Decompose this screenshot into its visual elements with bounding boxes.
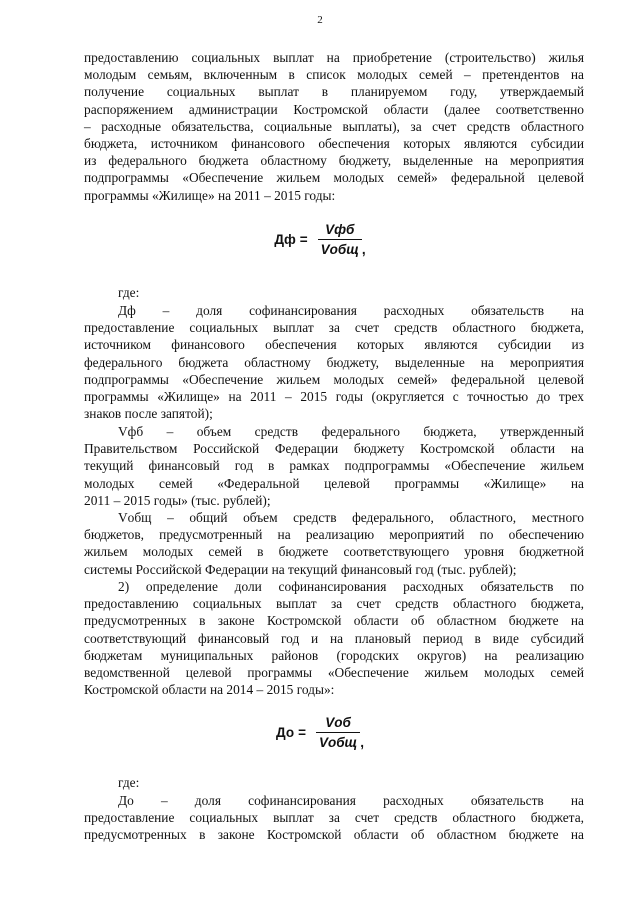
text-line: предоставлению социальных выплат на приобретение (строительство) жилья — [84, 50, 584, 65]
text-line: текущий финансовый год в рамках подпрограммы «Обеспечение жильем — [84, 458, 584, 474]
text-line: Дф – доля софинансирования расходных обязательств на — [118, 303, 584, 318]
formula-df — [0, 222, 640, 257]
text-line: подпрограммы «Обеспечение жильем молодых семей» федеральной целевой — [84, 170, 584, 186]
text-line: молодым семьям, включенным в список молодых семей – претендентов на — [84, 67, 584, 83]
text-line: бюджетам муниципальных районов (городских округов) на реализацию — [84, 647, 584, 663]
text-line: предоставлению социальных выплат за счет средств областного бюджета, — [84, 596, 584, 612]
text-line: системы Российской Федерации на текущий финансовый год (тыс. рублей); — [84, 561, 517, 577]
text-line: 2) определение доли софинансирования расходных обязательств по — [118, 579, 584, 594]
definition-vfb — [84, 423, 584, 509]
definition-vobsh — [84, 509, 584, 578]
intro-paragraph — [84, 49, 584, 204]
text-line: ведомственной целевой программы «Обеспечение жильем молодых семей — [84, 665, 584, 681]
formula-numerator: Vфб — [325, 222, 355, 237]
formula-comma: , — [360, 735, 364, 750]
text-line: Правительством Российской Федерации бюджету Костромской области на — [84, 441, 584, 457]
text-line: До – доля софинансирования расходных обязательств на — [118, 793, 584, 808]
text-line: Vобщ – общий объем средств федерального, областного, местного — [118, 510, 584, 525]
text-line: 2011 – 2015 годы» (тыс. рублей); — [84, 492, 271, 508]
formula-numerator: Vоб — [325, 715, 351, 730]
formula-lhs: До — [276, 725, 295, 740]
formula-denominator: Vобщ — [316, 732, 360, 750]
page-number: 2 — [317, 14, 323, 26]
formula-denominator: Vобщ — [318, 239, 362, 257]
text-line: программы «Жилище» на 2011 – 2015 годы (округляется с точностью до трех — [84, 389, 584, 405]
text-line: подпрограммы «Обеспечение жильем молодых семей» федеральной целевой — [84, 371, 584, 387]
text-line: получение социальных выплат в планируемом году, утверждаемый — [84, 84, 584, 100]
formula-equals: = — [299, 232, 308, 247]
where-label-1: где: — [118, 285, 140, 300]
text-line: предусмотренных в законе Костромской области об областном бюджете на — [84, 827, 584, 843]
text-line: бюджетов, предусмотренный на реализацию мероприятий по обеспечению — [84, 527, 584, 543]
text-line: соответствующий финансовый год и на плановый период в виде субсидий — [84, 630, 584, 646]
formula-do — [0, 715, 640, 750]
formula-fraction — [316, 715, 360, 750]
definition-do — [84, 792, 584, 844]
formula-comma: , — [361, 242, 366, 257]
formula-fraction — [318, 222, 362, 257]
item-2-paragraph — [84, 578, 584, 698]
text-line: предоставление социальных выплат за счет средств областного бюджета, — [84, 810, 584, 826]
text-line: федерального бюджета областному бюджету, выделенные на мероприятия — [84, 354, 584, 370]
text-line: – расходные обязательства, социальные выплаты), за счет средств областного — [84, 118, 584, 134]
text-line: Vфб – объем средств федерального бюджета, утвержденный — [118, 424, 584, 439]
text-line: жильем молодых семей в бюджете соответствующего уровня бюджетной — [84, 544, 584, 560]
text-line: знаков после запятой); — [84, 406, 213, 422]
text-line: распоряжением администрации Костромской области (далее соответственно — [84, 101, 584, 117]
text-line: Костромской области на 2014 – 2015 годы»: — [84, 682, 335, 698]
text-line: молодых семей «Федеральной целевой программы «Жилище» на — [84, 475, 584, 491]
text-line: предоставление социальных выплат за счет средств областного бюджета, — [84, 320, 584, 336]
formula-equals: = — [298, 725, 306, 740]
definition-df — [84, 302, 584, 422]
text-line: предусмотренных в законе Костромской области об областном бюджете на — [84, 613, 584, 629]
text-line: из федерального бюджета областному бюджету, выделенные на мероприятия — [84, 153, 584, 169]
formula-lhs: Дф — [274, 232, 296, 247]
text-line: программы «Жилище» на 2011 – 2015 годы: — [84, 187, 336, 203]
where-label-2: где: — [118, 775, 140, 790]
text-line: источником финансового обеспечения которых являются субсидии из — [84, 337, 584, 353]
text-line: бюджета, источником финансового обеспечения которых являются субсидии — [84, 136, 584, 152]
